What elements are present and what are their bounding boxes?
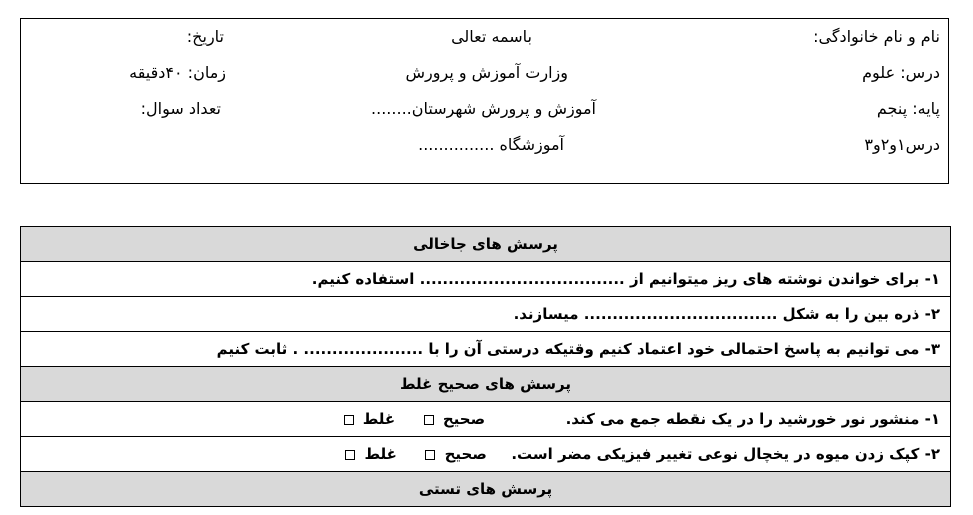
question-row bbox=[21, 437, 951, 472]
lessons-label: درس۱و۲و۳ bbox=[864, 135, 940, 154]
date-label: تاریخ: bbox=[186, 27, 224, 46]
question-row bbox=[21, 262, 951, 297]
question-count-label: تعداد سوال: bbox=[140, 99, 221, 118]
question-text: ۲- ذره بین را به شکل .................................. میسازند. bbox=[21, 297, 951, 332]
false-option-label: غلط bbox=[362, 410, 396, 428]
question-text: ۱- منشور نور خورشید را در یک نقطه جمع می کند. bbox=[565, 410, 940, 428]
ministry-title: وزارت آموزش و پرورش bbox=[405, 63, 568, 82]
question-cell bbox=[21, 402, 951, 437]
true-option-label: صحیح bbox=[444, 445, 487, 463]
student-name-label: نام و نام خانوادگی: bbox=[813, 27, 940, 46]
duration-label: زمان: ۴۰دقیقه bbox=[129, 63, 226, 82]
school-label: آموزشگاه ............... bbox=[418, 135, 564, 154]
question-text: ۳- می توانیم به پاسخ احتمالی خود اعتماد کنیم وقتیکه درستی آن را با ..................... . ثابت کنیم bbox=[21, 332, 951, 367]
question-row bbox=[21, 402, 951, 437]
grade-label: پایه: پنجم bbox=[876, 99, 940, 118]
question-row bbox=[21, 332, 951, 367]
question-row bbox=[21, 297, 951, 332]
section-header-fill-blank bbox=[21, 227, 951, 262]
section-header-multiple-choice bbox=[21, 472, 951, 507]
question-cell bbox=[21, 437, 951, 472]
exam-header-box bbox=[20, 18, 949, 184]
section-title: پرسش های تستی bbox=[21, 472, 951, 507]
city-office-label: آموزش و پرورش شهرستان........ bbox=[371, 99, 596, 118]
section-header-true-false bbox=[21, 367, 951, 402]
false-checkbox[interactable] bbox=[345, 450, 355, 460]
questions-table bbox=[20, 226, 951, 507]
basmala: باسمه تعالی bbox=[451, 27, 532, 46]
true-checkbox[interactable] bbox=[424, 415, 434, 425]
question-text: ۱- برای خواندن نوشته های ریز میتوانیم از .................................... استفاده کنیم. bbox=[21, 262, 951, 297]
subject-label: درس: علوم bbox=[862, 63, 940, 82]
section-title: پرسش های صحیح غلط bbox=[21, 367, 951, 402]
question-text: ۲- کپک زدن میوه در یخچال نوعی تغییر فیزیکی مضر است. bbox=[511, 445, 940, 463]
false-option-label: غلط bbox=[364, 445, 397, 463]
false-checkbox[interactable] bbox=[344, 415, 354, 425]
true-checkbox[interactable] bbox=[425, 450, 435, 460]
section-title: پرسش های جاخالی bbox=[21, 227, 951, 262]
true-option-label: صحیح bbox=[442, 410, 486, 428]
